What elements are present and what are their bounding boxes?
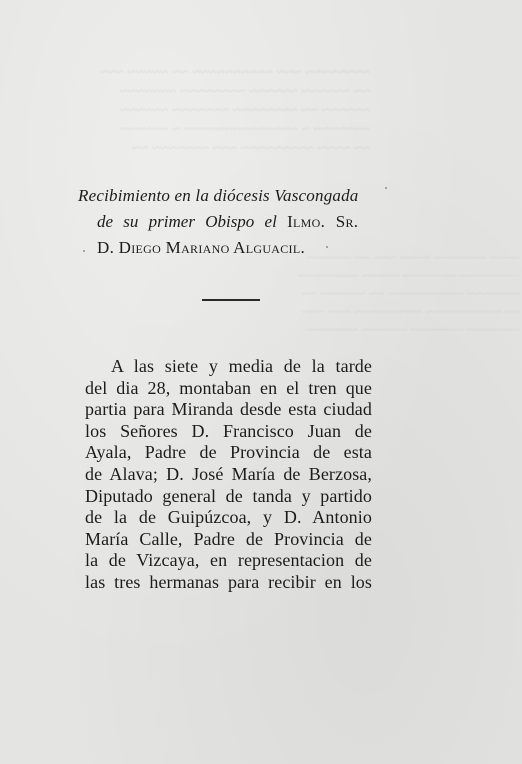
body-line: de Alava; D. José María de Berzosa, <box>85 463 372 484</box>
body-line: del dia 28, montaban en el tren que <box>85 377 372 398</box>
bleed-through-text: ~~~~~~~~ ~~~ ~~~~~~~~~~ ~~ ~~~~~ ~~~ ~~ ~~~~~~ ~~~~~~ ~~~~~~~~ ~~~~~~~ ~~~~~~ ~~ ~~~~~~~~ ~~~~~~~ ~~~~~~ ~~~~~~~ ~ ~~~~~~~~~~~~~~ ~ ~~~~~~ ~~ ~~~~ ~~~~~~~~~ ~~~ ~~~~~~~ ~~ <box>99 65 370 157</box>
body-paragraph <box>85 356 372 594</box>
paper-speck <box>385 187 387 189</box>
heading-line-3 <box>78 235 378 261</box>
body-line: partia para Miranda desde esta ciudad <box>85 399 372 420</box>
body-line: las tres hermanas para recibir en los <box>85 571 372 592</box>
bleed-through-text-lower: ~~~~ ~~~~~~~ ~~~~ ~~~ ~~ ~~~~~~ ~~~~~~~~ ~~~~~~~ ~~~~~ ~~~~~~~~ ~~~~~~~ ~~~~~~~~~~ ~~ ~~~~~~ ~~ ~~ ~~~~~~~~~~ ~~~~~~~~~ ~~~ ~~~ ~~~~~~~ ~~~~~~~ ~~~~~~ ~~~~~~~ <box>297 251 520 338</box>
section-divider <box>202 299 260 301</box>
body-line: Ayala, Padre de Provincia de esta <box>85 442 372 463</box>
heading-line-1-text: Recibimiento en la diócesis Vascongada <box>78 186 359 205</box>
heading-line-1 <box>78 183 378 209</box>
body-line: A las siete y media de la tarde <box>111 356 372 376</box>
heading-line-2-title: Ilmo. Sr. <box>287 212 359 231</box>
paper-speck <box>326 246 328 248</box>
body-line: los Señores D. Francisco Juan de <box>85 420 372 441</box>
heading-line-3-name: D. Diego Mariano Alguacil. <box>97 238 306 257</box>
heading-line-2-italic: de su primer Obispo el <box>97 212 277 231</box>
paper-speck <box>83 250 85 252</box>
body-line: Diputado general de tanda y partido <box>85 485 372 506</box>
body-line: María Calle, Padre de Provincia de <box>85 528 372 549</box>
section-heading <box>78 183 378 261</box>
heading-line-2 <box>78 209 378 235</box>
body-line: de la de Guipúzcoa, y D. Antonio <box>85 507 372 528</box>
body-line: la de Vizcaya, en representacion de <box>85 550 372 571</box>
